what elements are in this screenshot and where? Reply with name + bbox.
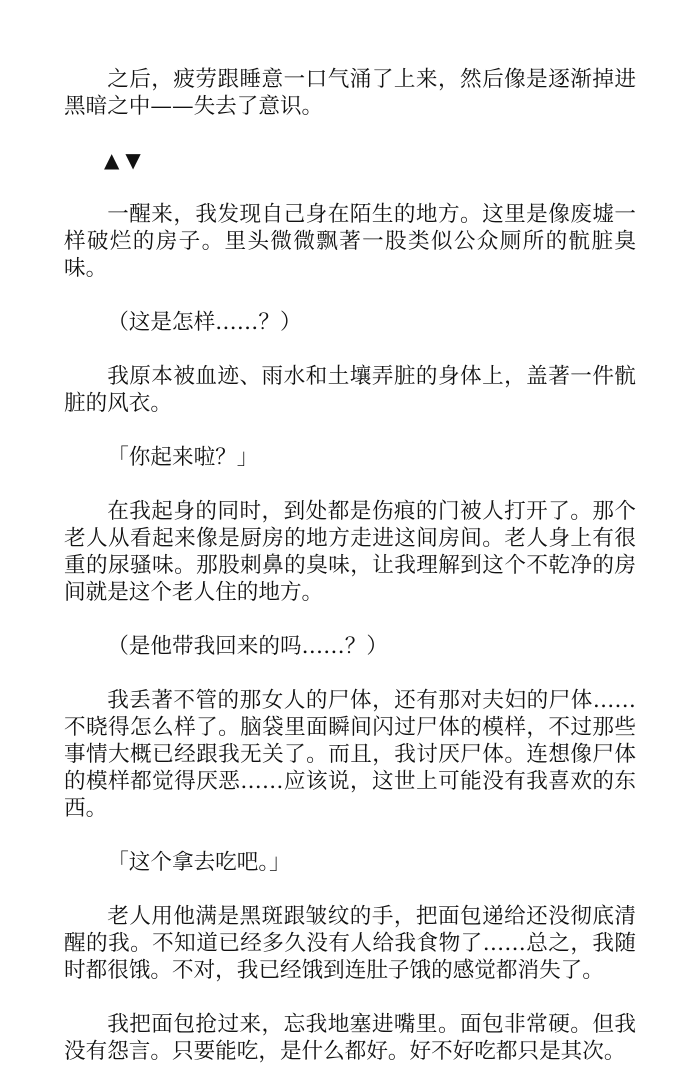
- paragraph: 我丢著不管的那女人的尸体，还有那对夫妇的尸体……不晓得怎么样了。脑袋里面瞬间闪过尸体的模样，不过那些事情大概已经跟我无关了。而且，我讨厌尸体。连想像尸体的模样都觉得厌恶……应该说，这世上可能没有我喜欢的东西。: [64, 688, 636, 821]
- paragraph: 在我起身的同时，到处都是伤痕的门被人打开了。那个老人从看起来像是厨房的地方走进这间房间。老人身上有很重的尿骚味。那股刺鼻的臭味，让我理解到这个不乾净的房间就是这个老人住的地方。: [64, 499, 636, 605]
- paragraph: 老人用他满是黑斑跟皱纹的手，把面包递给还没彻底清醒的我。不知道已经多久没有人给我食物了……总之，我随时都很饿。不对，我已经饿到连肚子饿的感觉都消失了。: [64, 904, 636, 983]
- document-page: [64, 66, 636, 1092]
- paragraph: 之后，疲劳跟睡意一口气涌了上来，然后像是逐渐掉进黑暗之中——失去了意识。: [64, 67, 636, 119]
- dialogue: 「你起来啦？」: [107, 445, 259, 470]
- paragraph: 我把面包抢过来，忘我地塞进嘴里。面包非常硬。但我没有怨言。只要能吃，是什么都好。好不好吃都只是其次。: [64, 1012, 636, 1064]
- paragraph: 一醒来，我发现自己身在陌生的地方。这里是像废墟一样破烂的房子。里头微微飘著一股类似公众厕所的骯脏臭味。: [64, 202, 636, 281]
- inner-thought: （这是怎样……？）: [107, 310, 302, 335]
- inner-thought: （是他带我回来的吗……？）: [107, 634, 388, 659]
- paragraph: 我原本被血迹、雨水和土壤弄脏的身体上，盖著一件骯脏的风衣。: [64, 364, 636, 416]
- scene-break-separator: ▲▼: [104, 148, 147, 172]
- dialogue: 「这个拿去吃吧。」: [107, 850, 291, 875]
